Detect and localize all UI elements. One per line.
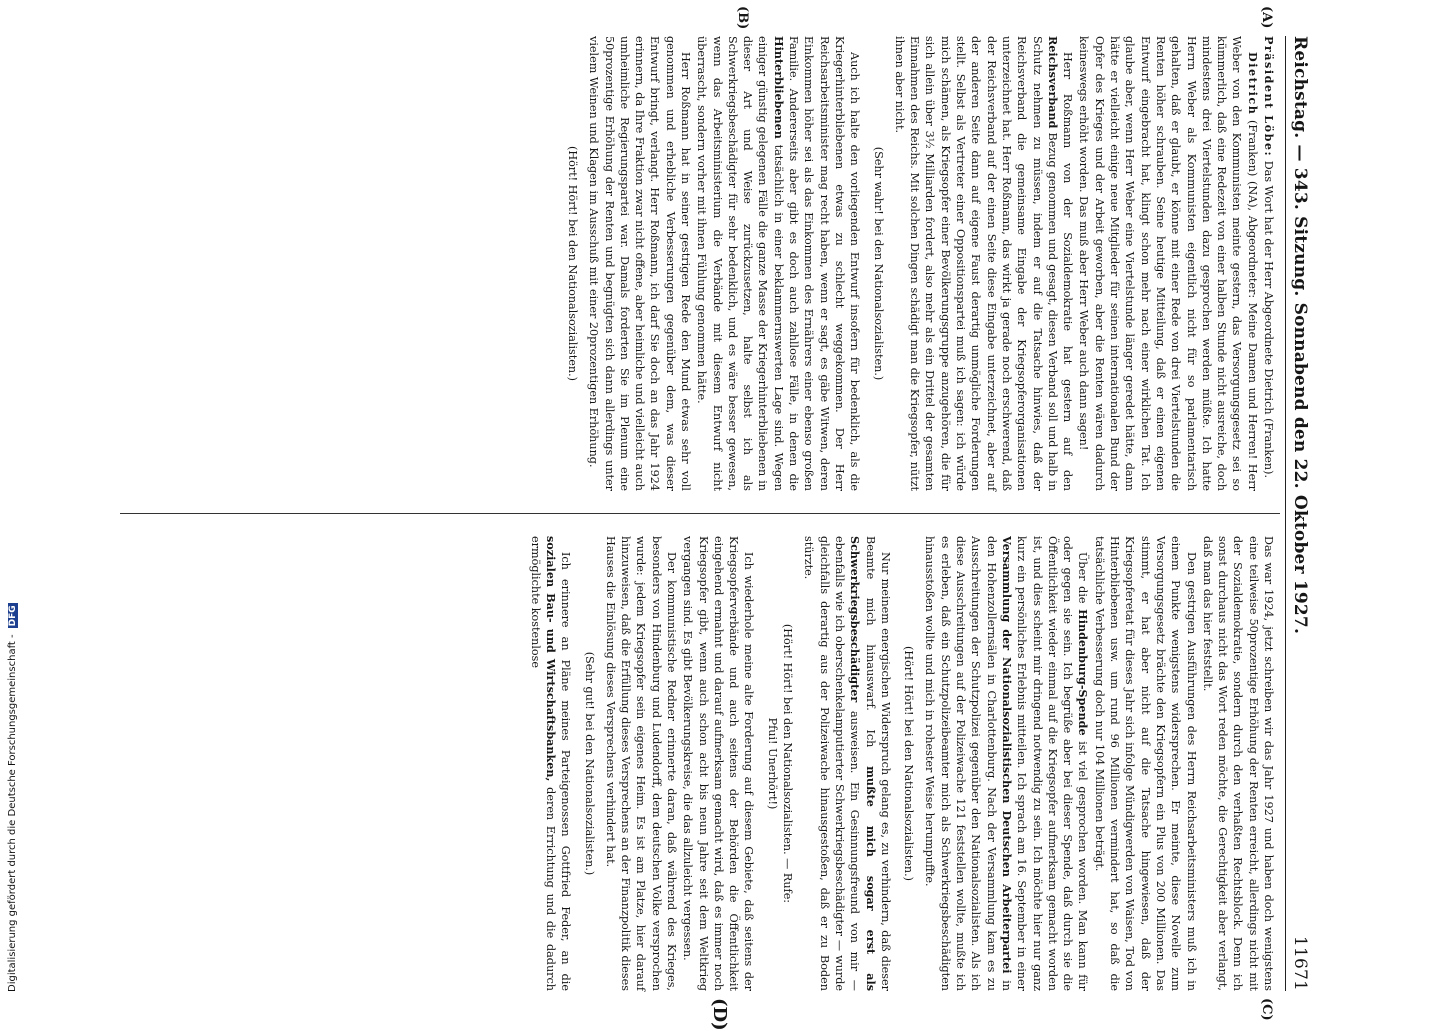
paragraph-text: ausweisen. Ein Gesinnungsfreund von mir — ebenfalls wie ich oberschenkelamputierter Schwerkriegsbeschädigter — wurde gleichfalls derartig aus der Polizeiwache hinausgestoßen, daß er zu Boden stürzte.	[802, 536, 862, 991]
paragraph-text: Der kommunistische Redner erinnerte daran, daß während des Krieges, besonders von Hindenburg und Ludendorff, dem deutschen Volke versprochen wurde: jedem Kriegsopfer sein eigenes Heim. Es ist am Platze, hier darauf hinzuweisen, daß die Erfüllung dieses Versprechens an der Finanzpolitik dieses Hauses die Einlösung dieses Versprechens verhindert hat.	[603, 536, 679, 991]
paragraph-text: Bezug genommen und gesagt, diesen Verband soll und halb in Schutz nehmen zu müssen, indem er auf die Tatsache hinwies, daß der Reichsverband die gemeinsame Eingabe der Kriegsopferorganisationen unterzeichnet hat. Herr Roßmann, das wirkt ja gerade noch erschwerend, daß der Reichsverband auf der einen Seite diese Eingabe unterzeichnet, aber auf der anderen Seite dann auf eigene Faust derartig unmögliche Forderungen stellt. Selbst als Vertreter einer Oppositionspartei muß ich sagen: ich würde mich schämen, als Kriegsopfer einer Bevölkerungsgruppe anzugehören, die für sich allein über 3½ Milliarden fordert, also mehr als ein Drittel der gesamten Einnahmen des Reichs. Mit solchen Dingen schädigt man die Kriegsopfer, nützt ihnen aber nicht.	[892, 36, 1059, 491]
rotated-page	[115, 6, 1310, 1031]
paragraph-text: Auch ich halte den vorliegenden Entwurf insofern für bedenklich, als die Kriegerhinterbliebenen etwas zu schlecht weggekommen. Der Herr Reichsarbeitsminister mag recht haben, wenn er sagt, es gäbe Witwen, deren Einkommen höher sei als das Einkommen des Ernährers einer ebenso großen Familie. Andererseits aber gibt es doch auch zahllose Fälle, in denen die	[787, 36, 862, 491]
paragraph	[801, 536, 893, 991]
emphasis: Versammlung der Nationalsozialistischen Deutschen Arbeiterpartei	[999, 536, 1014, 974]
header-title: Reichstag. — 343. Sitzung. Sonnabend den 22. Oktober 1927.	[1290, 36, 1310, 635]
paragraph	[527, 536, 573, 991]
margin-mark-b: (B)	[735, 6, 750, 30]
paragraph	[1076, 36, 1260, 491]
paragraph-text: Das war 1924, jetzt schreiben wir das Jahr 1927 und haben doch wenigstens eine teilweise 50prozentige Erhöhung der Renten erreicht, allerdings nicht mit der Sozialdemokratie, sondern durch den verhaßten Rechtsblock. Denn ich sonst durchaus nicht das Wort reden möchte, die Gerechtigkeit aber verlangt, daß man das hier feststellt.	[1200, 536, 1275, 991]
footer-text-wrap	[7, 603, 18, 992]
paragraph-text: Herr Roßmann hat in seiner gestrigen Rede den Mund etwas sehr voll genommen und erhebliche Verbesserungen gegenüber dem, was dieser Entwurf bringt, verlangt. Herr Roßmann, ich darf Sie doch an das Jahr 1924 erinnern, da Ihre Fraktion zwar nicht offene, aber heimliche und vielleicht auch umheimliche Regierungspartei war. Damals forderten Sie im Plenum eine 50prozentige Erhöhung der Renten und begnügten sich dann allerdings unter vielem Weinen und Klagen im Ausschuß mit einer 20prozentigen Erhöhung.	[587, 36, 693, 491]
funding-note: Digitalisierung gefördert durch die Deutsche Forschungsgemeinschaft -	[7, 634, 18, 992]
paragraph	[1091, 536, 1198, 991]
paragraph	[892, 36, 1076, 491]
paragraph	[603, 536, 679, 991]
page-header	[1285, 36, 1310, 991]
speaker-name: Dietrich	[1245, 52, 1260, 116]
margin-mark-c: (C)	[1259, 998, 1274, 1021]
reaction-line: Pfui! Unerhört!)	[765, 717, 779, 810]
emphasis: mußte mich sogar erst als Schwerkriegsbeschädigter	[848, 536, 878, 991]
margin-mark-a: (A)	[1259, 6, 1274, 29]
reaction-line: (Hört! Hört! bei den Nationalsozialisten. — Rufe:	[781, 623, 795, 904]
reaction-line: (Hört! Hört! bei den Nationalsozialisten.)	[565, 145, 579, 382]
paragraph-text: Ich wiederhole meine alte Forderung auf diesem Gebiete, daß seitens der Kriegsopferverbände und auch seitens der Behörden die Öffentlichkeit eingehend ermahnt und darauf aufmerksam gemacht wird, daß es immer noch Kriegsopfer gibt, wenn auch schon acht bis neun Jahre seit dem Weltkrieg vergangen sind. Es gibt Bevölkerungskreise, die das allzuleicht vergessen.	[681, 536, 756, 991]
paragraph-text: Ich erinnere an Pläne meines Parteigenossen Gottfried Feder, an die	[559, 552, 573, 991]
column-divider	[120, 513, 1280, 514]
paragraph-text: (Franken) (NA), Abgeordneter: Meine Damen und Herren! Herr Weber von den Kommunisten meinte gestern, das Versorgungsgesetz sei so kümmerlich, daß eine Redezeit von einer halben Stunde nicht ausreiche, doch mindestens drei Viertelstunden dazu gesprochen werden müßte. Ich hatte Herrn Weber als Kommunisten eigentlich nicht für so parlamentarisch gehalten, daß er glaubt, er könne mit einer Rede von drei Viertelstunden die Renten höher schrauben. Seine heutige Mitteilung, daß er einen eigenen Entwurf eingebracht hat, klingt schon mehr nach einer wirklichen Tat. Ich glaube aber, wenn Herr Weber eine Viertelstunde länger geredet hätte, dann hätte er vielleicht einige neue Mitglieder für seinen internationalen Bund der Opfer des Krieges und der Arbeit geworben, aber die Renten wären dadurch keineswegs erhöht worden. Das muß aber Herr Weber auch dann sagen!	[1077, 36, 1259, 491]
paragraph	[1200, 536, 1276, 991]
paragraph-text: in den Hohenzollernsälen in Charlottenburg. Nach der Versammlung kam es zu Ausschreitungen der Schutzpolizei gegenüber den Nationalsozialisten. Als ich diese Ausschreitungen auf der Polizeiwache 121 feststellen wollte, mußte ich es erleben, daß ein Schutzpolizeibeamter mich als Schwerkriegsbeschädigten hinausstoßen wollte und mich in rohester Weise herumpuffte.	[923, 536, 1013, 991]
speaker-name: Präsident Löbe:	[1262, 36, 1276, 158]
paragraph-text: tatsächlich in einer beklammernswerten Lage sind. Wegen einiger günstig gelegenen Fälle die ganze Masse der Kriegerhinterbliebenen in dieser Art und Weise zurückzusetzen, halte selbst ich als Schwerkriegsbeschädigter für sehr bedenklich, und es wäre besser gewesen, wenn das Arbeitsministerium die Verbände mit diesem Entwurf nicht überrascht, sondern vorher mit ihnen Fühlung genommen hätte.	[695, 36, 785, 491]
paragraph-text: Das Wort hat der Herr Abgeordnete Dietrich (Franken).	[1262, 157, 1275, 479]
paragraph-text: deren Errichtung und die dadurch ermöglichte kostenlose	[528, 536, 557, 991]
emphasis: sozialen Bau- und Wirtschaftsbanken,	[543, 536, 558, 782]
left-column	[557, 36, 1276, 491]
paragraph-text: Herr Roßmann von der Sozialdemokratie hat gestern auf den	[1061, 52, 1075, 491]
paragraph-text: Den gestrigen Ausführungen des Herrn Reichsarbeitsministers muß ich in einem Punkte wenigstens widersprechen. Er meinte, diese Novelle zum Versorgungsgesetz brächte den Kriegsopfern ein Plus von 200 Millionen. Das stimmt, er hat aber nicht auf die Tatsache hingewiesen, daß der Kriegsopferetat für dieses Jahr sich infolge Mündigwerden von Waisen, Tod von Hinterbliebenen usw. um rund 96 Millionen vermindert hat, so daß die tatsächliche Verbesserung doch nur 104 Millionen beträgt.	[1092, 536, 1198, 991]
paragraph	[694, 36, 862, 491]
paragraph-text: Nur meinem energischen Widerspruch gelang es, zu verhindern, daß dieser Beamte mich hinauswarf. Ich	[863, 536, 892, 991]
paragraph-text: ist viel gesprochen worden. Man kann für oder gegen sie sein. Ich begrüße aber bei dieser Spende, daß durch sie die Öffentlichkeit wieder einmal auf die Kriegsopfer aufmerksam gemacht worden ist, und dies scheint mir dringend notwendig zu sein. Ich möchte hier nur ganz kurz ein persönliches Erlebnis mitteilen. Ich sprach am 16. September in einer	[1015, 536, 1090, 991]
paragraph	[680, 536, 756, 991]
margin-mark-d: (D)	[709, 998, 730, 1031]
paragraph	[922, 536, 1090, 991]
paragraph	[586, 36, 693, 491]
emphasis: Hinterbliebenen	[771, 36, 786, 139]
digitization-footer	[6, 2, 22, 992]
page-number: 11671	[1290, 935, 1310, 991]
reaction-line: (Sehr wahr! bei den Nationalsozialisten.)	[871, 146, 885, 381]
paragraph	[1261, 36, 1276, 491]
reaction-line: (Hört! Hört! bei den Nationalsozialisten.)	[902, 645, 916, 882]
paragraph-text: Über die	[1076, 552, 1090, 610]
emphasis: Reichsverband	[1045, 36, 1060, 129]
right-column	[526, 536, 1276, 991]
dfg-logo: DFG	[8, 605, 18, 627]
emphasis: Hindenburg-Spende	[1076, 609, 1091, 736]
reaction-line: (Sehr gut! bei den Nationalsozialisten.)	[582, 651, 596, 876]
